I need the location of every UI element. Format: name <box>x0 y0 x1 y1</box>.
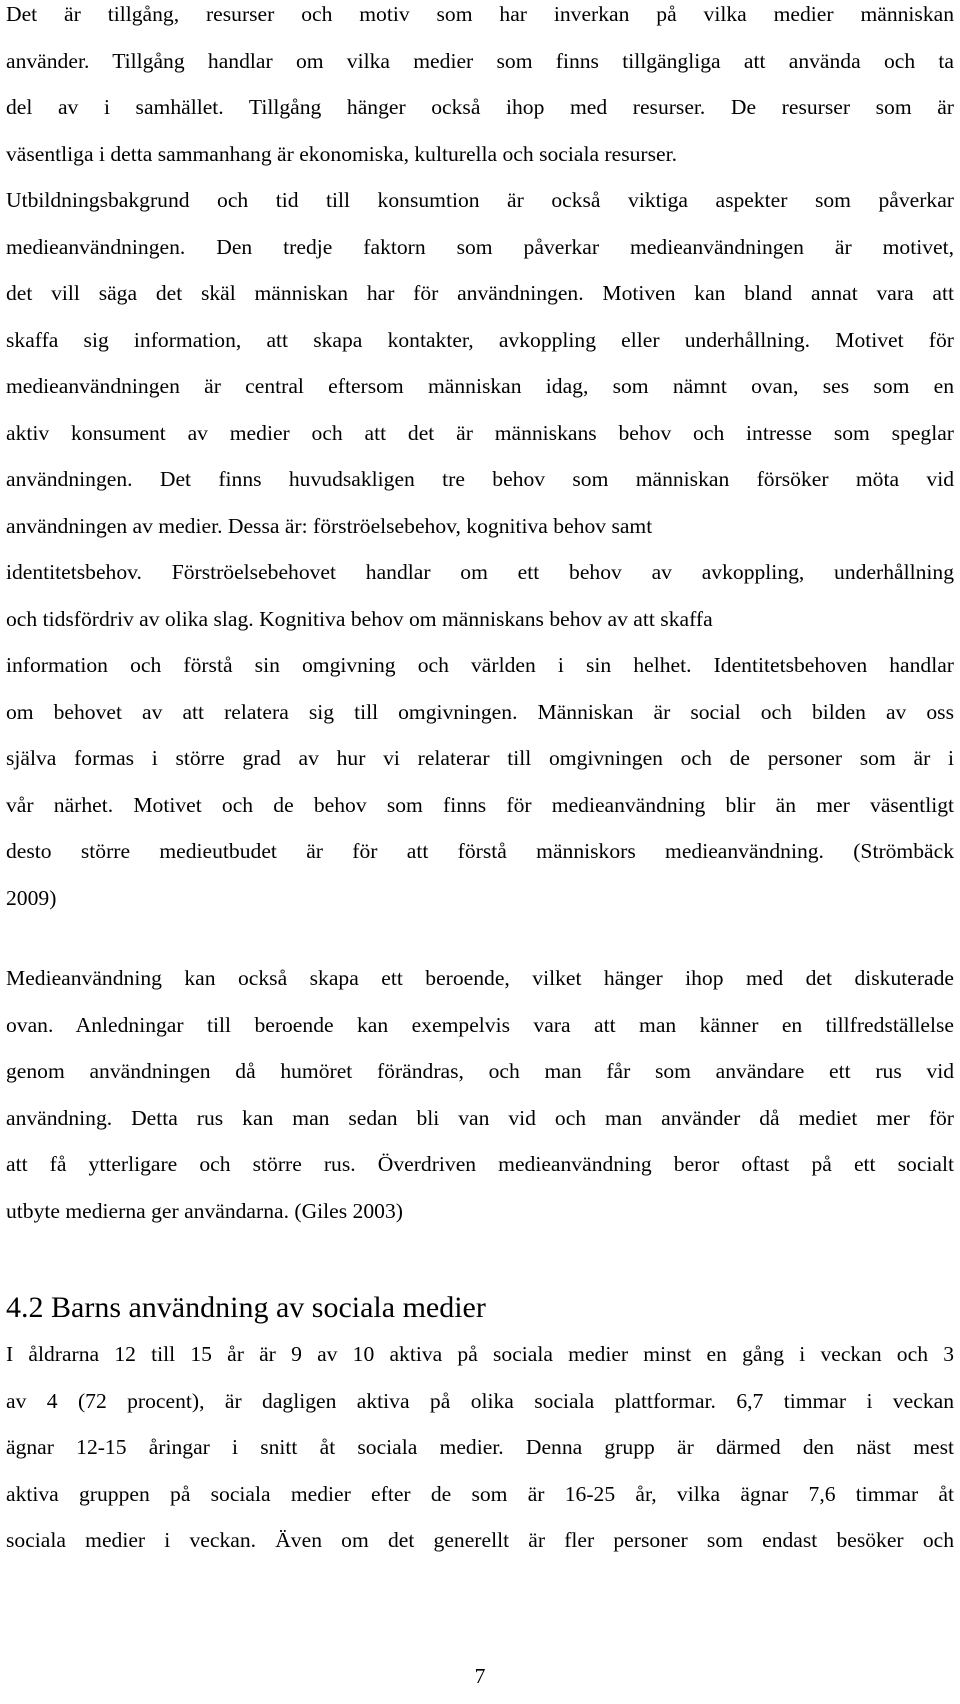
text-line: I åldrarna 12 till 15 år är 9 av 10 aktiva på sociala medier minst en gång i veckan och 3 <box>6 1342 954 1366</box>
text-line: om behovet av att relatera sig till omgivningen. Människan är social och bilden av oss <box>6 699 954 724</box>
text-line: användningen av medier. Dessa är: förströelsebehov, kognitiva behov samt <box>6 513 653 538</box>
text-line: aktiva gruppen på sociala medier efter de som är 16-25 år, vilka ägnar 7,6 timmar åt <box>6 1481 954 1506</box>
text-line: användning. Detta rus kan man sedan bli van vid och man använder då mediet mer för <box>6 1105 954 1130</box>
text-line: utbyte medierna ger användarna. (Giles 2003) <box>6 1198 403 1223</box>
text-line: aktiv konsument av medier och att det är människans behov och intresse som speglar <box>6 420 954 445</box>
text-line: Utbildningsbakgrund och tid till konsumtion är också viktiga aspekter som påverkar <box>6 188 954 212</box>
text-line: skaffa sig information, att skapa kontakter, avkoppling eller underhållning. Motivet för <box>6 327 954 352</box>
text-line: ägnar 12-15 åringar i snitt åt sociala medier. Denna grupp är därmed den näst mest <box>6 1435 954 1459</box>
text-line: medieanvändningen. Den tredje faktorn som påverkar medieanvändningen är motivet, <box>6 234 954 259</box>
text-line: av 4 (72 procent), är dagligen aktiva på olika sociala plattformar. 6,7 timmar i veckan <box>6 1388 954 1413</box>
text-line: att få ytterligare och större rus. Överdriven medieanvändning beror oftast på ett socialt <box>6 1152 954 1176</box>
text-line: använder. Tillgång handlar om vilka medier som finns tillgängliga att använda och ta <box>6 48 954 73</box>
text-line: 2009) <box>6 885 57 910</box>
text-line: väsentliga i detta sammanhang är ekonomiska, kulturella och sociala resurser. <box>6 141 677 166</box>
text-line: genom användningen då humöret förändras, och man får som användare ett rus vid <box>6 1059 954 1083</box>
text-line: Det är tillgång, resurser och motiv som har inverkan på vilka medier människan <box>6 2 954 26</box>
text-line: ovan. Anledningar till beroende kan exempelvis vara att man känner en tillfredställelse <box>6 1012 954 1037</box>
text-line: och tidsfördriv av olika slag. Kognitiva behov om människans behov av att skaffa <box>6 606 713 631</box>
text-line: vår närhet. Motivet och de behov som finns för medieanvändning blir än mer väsentligt <box>6 792 954 817</box>
text-line: medieanvändningen är central eftersom människan idag, som nämnt ovan, ses som en <box>6 374 954 398</box>
text-line: användningen. Det finns huvudsakligen tre behov som människan försöker möta vid <box>6 467 954 491</box>
section-heading: 4.2 Barns användning av sociala medier <box>6 1291 486 1324</box>
paragraph-children-social-media <box>6 1331 954 1564</box>
text-line: information och förstå sin omgivning och världen i sin helhet. Identitetsbehoven handlar <box>6 653 954 677</box>
paragraph-access-resources-motives <box>6 0 954 921</box>
text-line: själva formas i större grad av hur vi relaterar till omgivningen och de personer som är i <box>6 746 954 770</box>
text-line: del av i samhället. Tillgång hänger också ihop med resurser. De resurser som är <box>6 95 954 119</box>
text-line: sociala medier i veckan. Även om det generellt är fler personer som endast besöker och <box>6 1528 954 1552</box>
text-line: Medieanvändning kan också skapa ett beroende, vilket hänger ihop med det diskuterade <box>6 966 954 990</box>
page-number: 7 <box>474 1664 486 1688</box>
paragraph-media-dependency <box>6 955 954 1234</box>
text-line: identitetsbehov. Förströelsebehovet handlar om ett behov av avkoppling, underhållning <box>6 560 954 584</box>
text-line: det vill säga det skäl människan har för användningen. Motiven kan bland annat vara att <box>6 281 954 305</box>
text-line: desto större medieutbudet är för att förstå människors medieanvändning. (Strömbäck <box>6 839 954 863</box>
